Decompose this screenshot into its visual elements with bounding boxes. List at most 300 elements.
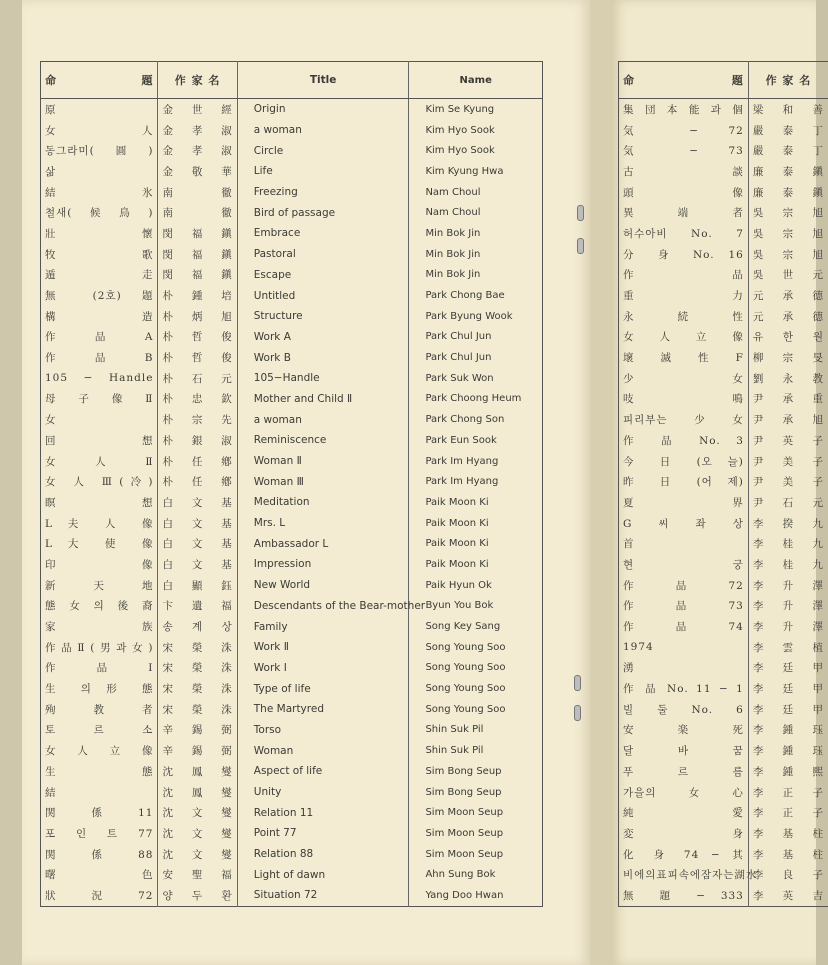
row-artist: 李 英 吉: [748, 885, 828, 906]
table-row: [619, 409, 828, 430]
row-title-ko: 結: [45, 786, 57, 799]
row-title-en: Mother and Child Ⅱ: [237, 389, 409, 410]
row-title-en: Woman: [237, 740, 409, 761]
row-title-ko: 変 身: [623, 827, 744, 840]
row-name: Park Suk Won: [409, 368, 543, 389]
row-artist: 李 正 子: [748, 782, 828, 803]
row-title-ko: L 大 使 像: [45, 538, 154, 551]
table-row: [619, 720, 828, 741]
table-row: [41, 223, 543, 244]
row-name: Park Chong Bae: [409, 285, 543, 306]
table-row: [619, 99, 828, 120]
row-name: Shin Suk Pil: [409, 740, 543, 761]
row-title-ko: 作 品 A: [45, 331, 154, 344]
row-title-ko: 安 楽 死: [623, 724, 744, 737]
row-title-en: The Martyred: [237, 699, 409, 720]
table-row: [41, 864, 543, 885]
row-title-ko: 철새(候鳥): [45, 207, 154, 220]
row-title-ko: 瞑 想: [45, 496, 154, 509]
table-row: [41, 658, 543, 679]
row-title-ko: 피리부는少女: [623, 414, 744, 427]
row-title-ko: 동그라미(圓): [45, 145, 154, 158]
row-artist: 南 徹: [158, 202, 237, 223]
row-title-ko: 作品Ⅱ(男과女): [45, 641, 154, 654]
row-title-ko: 純 愛: [623, 807, 744, 820]
row-artist: 李 基 柱: [748, 844, 828, 865]
table-row: [619, 513, 828, 534]
row-title-en: Work B: [237, 347, 409, 368]
table-row: [619, 533, 828, 554]
table-row: [41, 202, 543, 223]
row-name: Kim Hyo Sook: [409, 140, 543, 161]
table-row: [619, 844, 828, 865]
header-title-en: Title: [237, 62, 409, 99]
table-row: [41, 761, 543, 782]
table-row: [41, 596, 543, 617]
row-title-ko: 曙 色: [45, 869, 154, 882]
row-artist: 閔 福 鎭: [158, 223, 237, 244]
row-title-en: Structure: [237, 306, 409, 327]
row-name: Paik Moon Ki: [409, 533, 543, 554]
table-row: [41, 823, 543, 844]
staple-icon: [577, 238, 584, 254]
row-title-ko: 作 品 No. 3: [623, 434, 744, 447]
row-title-ko: 作 品: [623, 269, 744, 282]
row-title-en: Situation 72: [237, 885, 409, 906]
staple-icon: [577, 205, 584, 221]
staple-icon: [574, 705, 581, 721]
row-artist: 柳 宗 旻: [748, 347, 828, 368]
table-row: [619, 596, 828, 617]
row-title-ko: 生 態: [45, 765, 154, 778]
row-artist: 유 한 원: [748, 327, 828, 348]
table-row: [619, 782, 828, 803]
row-artist: 송 계 상: [158, 616, 237, 637]
row-name: Sim Moon Seup: [409, 844, 543, 865]
table-row: [619, 823, 828, 844]
row-artist: 李 廷 甲: [748, 658, 828, 679]
table-row: [41, 513, 543, 534]
row-title-ko: 気 − 72: [623, 124, 744, 137]
table-row: [619, 223, 828, 244]
row-title-ko: 푸 르 름: [623, 765, 744, 778]
row-title-ko: 新 天 地: [45, 579, 154, 592]
row-artist: 尹 美 子: [748, 451, 828, 472]
table-row: [619, 327, 828, 348]
row-name: Song Key Sang: [409, 616, 543, 637]
row-artist: 沈 文 燮: [158, 844, 237, 865]
row-artist: 沈 鳳 燮: [158, 782, 237, 803]
row-title-ko: 古 談: [623, 165, 744, 178]
row-artist: 李 桂 九: [748, 554, 828, 575]
table-row: [41, 430, 543, 451]
row-title-en: Origin: [237, 99, 409, 120]
row-title-ko: 遁 走: [45, 269, 154, 282]
table-row: [41, 782, 543, 803]
row-title-en: Untitled: [237, 285, 409, 306]
row-name: Park Im Hyang: [409, 471, 543, 492]
table-row: [41, 699, 543, 720]
table-row: [619, 471, 828, 492]
table-row: [41, 265, 543, 286]
row-name: Park Eun Sook: [409, 430, 543, 451]
row-artist: 朴 銀 淑: [158, 430, 237, 451]
row-title-ko: 少 女: [623, 372, 744, 385]
row-title-ko: 토 르 소: [45, 724, 154, 737]
row-artist: 宋 榮 洙: [158, 699, 237, 720]
table-row: [619, 616, 828, 637]
row-artist: 李 良 子: [748, 864, 828, 885]
row-artist: 李 升 澤: [748, 575, 828, 596]
row-artist: 白 文 基: [158, 554, 237, 575]
row-artist: 李 揆 九: [748, 513, 828, 534]
table-row: [619, 678, 828, 699]
table-row: [619, 285, 828, 306]
table-row: [41, 844, 543, 865]
table-row: [41, 182, 543, 203]
row-name: Park Choong Heum: [409, 389, 543, 410]
row-name: Sim Bong Seup: [409, 782, 543, 803]
row-title-en: Aspect of life: [237, 761, 409, 782]
row-artist: 尹 石 元: [748, 492, 828, 513]
header-name: Name: [409, 62, 543, 99]
row-artist: 李 鍾 珏: [748, 740, 828, 761]
row-artist: 沈 鳳 燮: [158, 761, 237, 782]
table-row: [41, 409, 543, 430]
row-artist: 金 孝 淑: [158, 120, 237, 141]
row-name: Park Byung Wook: [409, 306, 543, 327]
row-name: Paik Moon Ki: [409, 513, 543, 534]
row-title-ko: 永 続 性: [623, 310, 744, 323]
row-title-ko: 気 − 73: [623, 145, 744, 158]
row-artist: 金 孝 淑: [158, 140, 237, 161]
row-name: Park Chong Son: [409, 409, 543, 430]
row-title-ko: 吱 鳴: [623, 393, 744, 406]
row-title-ko: 105 − Handle: [45, 372, 154, 385]
row-artist: 嚴 泰 丁: [748, 120, 828, 141]
row-artist: 朴 任 鄕: [158, 451, 237, 472]
row-title-en: Unity: [237, 782, 409, 803]
table-row: [41, 492, 543, 513]
row-title-en: Pastoral: [237, 244, 409, 265]
row-artist: 宋 榮 洙: [158, 658, 237, 679]
row-artist: 元 承 德: [748, 306, 828, 327]
row-title-ko: L 夫 人 像: [45, 517, 154, 530]
row-title-en: New World: [237, 575, 409, 596]
row-title-ko: 無 題 − 333: [623, 889, 744, 902]
row-name: Song Young Soo: [409, 699, 543, 720]
row-title-ko: 女 人 立 像: [623, 331, 744, 344]
left-catalog-table: [40, 61, 543, 907]
row-artist: 卞 遺 福: [158, 596, 237, 617]
header-title-ko: 命 題: [619, 62, 749, 99]
table-row: [41, 720, 543, 741]
row-artist: 沈 文 燮: [158, 823, 237, 844]
row-artist: 李 雲 植: [748, 637, 828, 658]
row-artist: 吳 宗 旭: [748, 202, 828, 223]
row-artist: 廉 泰 鎭: [748, 182, 828, 203]
row-artist: 李 基 柱: [748, 823, 828, 844]
row-title-ko: 牧 歌: [45, 248, 154, 261]
row-name: Kim Kyung Hwa: [409, 161, 543, 182]
row-name: Paik Moon Ki: [409, 554, 543, 575]
right-catalog-table: [618, 61, 828, 907]
table-row: [619, 140, 828, 161]
row-name: Byun You Bok: [409, 596, 543, 617]
row-artist: 李 升 澤: [748, 616, 828, 637]
row-artist: 白 文 基: [158, 492, 237, 513]
row-artist: 梁 和 善: [748, 99, 828, 120]
row-title-ko: 비에의표피속에잠자는湖水: [623, 869, 758, 882]
row-title-ko: 構 造: [45, 310, 154, 323]
row-title-ko: 빌 둘 No. 6: [623, 703, 744, 716]
row-title-ko: G 씨 좌 상: [623, 517, 744, 530]
row-title-en: Meditation: [237, 492, 409, 513]
row-name: Min Bok Jin: [409, 244, 543, 265]
row-title-ko: 関 係 11: [45, 807, 154, 820]
row-title-ko: 母 子 像 Ⅱ: [45, 393, 154, 406]
table-row: [41, 740, 543, 761]
table-row: [41, 885, 543, 906]
row-artist: 南 徹: [158, 182, 237, 203]
row-name: Paik Hyun Ok: [409, 575, 543, 596]
row-title-en: a woman: [237, 409, 409, 430]
row-title-en: Woman Ⅱ: [237, 451, 409, 472]
row-name: Song Young Soo: [409, 678, 543, 699]
row-title-en: Light of dawn: [237, 864, 409, 885]
row-title-ko: 結 氷: [45, 186, 154, 199]
row-name: Shin Suk Pil: [409, 720, 543, 741]
table-row: [619, 368, 828, 389]
row-artist: 宋 榮 洙: [158, 637, 237, 658]
table-row: [619, 554, 828, 575]
row-title-ko: 関 係 88: [45, 848, 154, 861]
row-title-ko: 印 像: [45, 558, 154, 571]
table-row: [41, 616, 543, 637]
row-title-en: Relation 88: [237, 844, 409, 865]
row-name: Sim Moon Seup: [409, 823, 543, 844]
row-artist: 李 廷 甲: [748, 699, 828, 720]
row-title-en: Work Ⅰ: [237, 658, 409, 679]
row-title-ko: 殉 教 者: [45, 703, 154, 716]
table-header-row: [619, 62, 828, 99]
row-title-ko: 頭 像: [623, 186, 744, 199]
row-title-ko: 回 想: [45, 434, 154, 447]
row-title-ko: 作 品 Ⅰ: [45, 662, 154, 675]
row-artist: 金 敬 華: [158, 161, 237, 182]
table-row: [619, 451, 828, 472]
row-title-ko: 女 人 立 像: [45, 745, 154, 758]
table-row: [619, 306, 828, 327]
row-title-ko: 夏 界: [623, 496, 744, 509]
table-row: [619, 430, 828, 451]
row-name: Sim Bong Seup: [409, 761, 543, 782]
row-title-en: Reminiscence: [237, 430, 409, 451]
row-title-en: Work Ⅱ: [237, 637, 409, 658]
row-title-en: Ambassador L: [237, 533, 409, 554]
row-artist: 宋 榮 洙: [158, 678, 237, 699]
header-artist: 作 家 名: [748, 62, 828, 99]
row-artist: 李 桂 九: [748, 533, 828, 554]
row-title-ko: 昨 日 (어 제): [623, 476, 744, 489]
row-name: Song Young Soo: [409, 658, 543, 679]
row-title-ko: 壞 滅 性 F: [623, 352, 744, 365]
row-title-ko: 女: [45, 414, 57, 427]
row-artist: 吳 世 元: [748, 265, 828, 286]
row-artist: 朴 鍾 培: [158, 285, 237, 306]
table-header-row: [41, 62, 543, 99]
row-artist: 嚴 泰 丁: [748, 140, 828, 161]
table-row: [619, 699, 828, 720]
row-title-ko: 허수아비 No. 7: [623, 227, 744, 240]
row-artist: 辛 錫 弼: [158, 720, 237, 741]
table-row: [41, 575, 543, 596]
row-title-ko: 今 日 (오 늘): [623, 455, 744, 468]
row-name: Yang Doo Hwan: [409, 885, 543, 906]
row-title-ko: 作 品 73: [623, 600, 744, 613]
row-artist: 閔 福 鎭: [158, 265, 237, 286]
row-artist: 李 正 子: [748, 802, 828, 823]
table-row: [41, 637, 543, 658]
row-title-ko: 異 端 者: [623, 207, 744, 220]
row-artist: 尹 承 旭: [748, 409, 828, 430]
row-name: Song Young Soo: [409, 637, 543, 658]
row-title-en: Point 77: [237, 823, 409, 844]
table-row: [41, 244, 543, 265]
row-title-ko: 가을의女心: [623, 786, 744, 799]
table-row: [619, 492, 828, 513]
table-row: [619, 161, 828, 182]
table-row: [619, 885, 828, 906]
table-row: [41, 120, 543, 141]
row-title-ko: 1974: [623, 641, 654, 654]
row-title-en: Descendants of the Bear-mother: [237, 596, 409, 617]
row-title-en: Mrs. L: [237, 513, 409, 534]
header-artist: 作 家 名: [158, 62, 237, 99]
table-row: [41, 389, 543, 410]
header-title-ko: 命 題: [41, 62, 158, 99]
row-title-en: Family: [237, 616, 409, 637]
row-artist: 尹 承 重: [748, 389, 828, 410]
row-artist: 沈 文 燮: [158, 802, 237, 823]
row-title-en: Escape: [237, 265, 409, 286]
book-gutter: [590, 0, 610, 965]
row-artist: 廉 泰 鎭: [748, 161, 828, 182]
row-title-ko: 作 品 72: [623, 579, 744, 592]
row-name: Park Chul Jun: [409, 327, 543, 348]
row-name: Kim Se Kyung: [409, 99, 543, 120]
row-artist: 白 顯 鈺: [158, 575, 237, 596]
row-title-ko: 湧: [623, 662, 635, 675]
row-title-en: Work A: [237, 327, 409, 348]
table-row: [41, 306, 543, 327]
row-title-ko: 化 身 74 − 其: [623, 848, 744, 861]
row-title-en: Freezing: [237, 182, 409, 203]
row-name: Kim Hyo Sook: [409, 120, 543, 141]
row-title-ko: 女 人: [45, 124, 154, 137]
row-title-en: Torso: [237, 720, 409, 741]
table-row: [41, 327, 543, 348]
row-artist: 尹 美 子: [748, 471, 828, 492]
row-title-en: a woman: [237, 120, 409, 141]
row-name: Nam Choul: [409, 182, 543, 203]
row-artist: 朴 哲 俊: [158, 347, 237, 368]
row-artist: 朴 忠 欽: [158, 389, 237, 410]
row-artist: 李 升 澤: [748, 596, 828, 617]
row-title-ko: 作 品 B: [45, 352, 154, 365]
row-name: Ahn Sung Bok: [409, 864, 543, 885]
row-title-en: Relation 11: [237, 802, 409, 823]
row-artist: 李 鍾 熙: [748, 761, 828, 782]
row-artist: 朴 宗 先: [158, 409, 237, 430]
table-row: [41, 554, 543, 575]
row-name: Park Chul Jun: [409, 347, 543, 368]
left-table-body: [41, 99, 543, 907]
row-title-ko: 家 族: [45, 621, 154, 634]
row-title-ko: 포 인 트 77: [45, 827, 154, 840]
row-title-en: Embrace: [237, 223, 409, 244]
table-row: [619, 637, 828, 658]
row-artist: 朴 石 元: [158, 368, 237, 389]
row-artist: 吳 宗 旭: [748, 223, 828, 244]
table-row: [619, 864, 828, 885]
row-artist: 元 承 德: [748, 285, 828, 306]
table-row: [619, 265, 828, 286]
row-artist: 金 世 經: [158, 99, 237, 120]
row-artist: 辛 錫 弼: [158, 740, 237, 761]
row-title-ko: 分 身 No. 16: [623, 248, 744, 261]
table-row: [41, 802, 543, 823]
table-row: [41, 140, 543, 161]
table-row: [41, 161, 543, 182]
row-artist: 尹 英 子: [748, 430, 828, 451]
table-row: [41, 471, 543, 492]
row-title-ko: 集団本能과個: [623, 103, 744, 116]
row-artist: 白 文 基: [158, 533, 237, 554]
row-title-ko: 作 品 No. 11 − 1: [623, 683, 744, 696]
table-row: [41, 99, 543, 120]
row-title-en: Life: [237, 161, 409, 182]
row-artist: 李 鍾 珏: [748, 720, 828, 741]
row-name: Min Bok Jin: [409, 265, 543, 286]
row-artist: 白 文 基: [158, 513, 237, 534]
staple-icon: [574, 675, 581, 691]
row-title-ko: 無 (2호) 題: [45, 290, 154, 303]
row-artist: 劉 永 教: [748, 368, 828, 389]
row-title-en: Bird of passage: [237, 202, 409, 223]
table-row: [41, 285, 543, 306]
row-artist: 李 廷 甲: [748, 678, 828, 699]
row-title-ko: 態女의後裔: [45, 600, 154, 613]
table-row: [41, 368, 543, 389]
row-artist: 朴 任 鄕: [158, 471, 237, 492]
row-title-ko: 삶: [45, 165, 57, 178]
row-artist: 朴 炳 旭: [158, 306, 237, 327]
row-name: Paik Moon Ki: [409, 492, 543, 513]
row-name: Nam Choul: [409, 202, 543, 223]
table-row: [619, 120, 828, 141]
right-table-body: [619, 99, 828, 907]
row-name: Park Im Hyang: [409, 451, 543, 472]
row-title-ko: 作 品 74: [623, 621, 744, 634]
table-row: [619, 347, 828, 368]
row-title-ko: 首: [623, 538, 635, 551]
row-artist: 朴 哲 俊: [158, 327, 237, 348]
row-title-ko: 달 바 꿈: [623, 745, 744, 758]
table-row: [619, 575, 828, 596]
table-row: [619, 761, 828, 782]
row-title-ko: 현 궁: [623, 558, 744, 571]
